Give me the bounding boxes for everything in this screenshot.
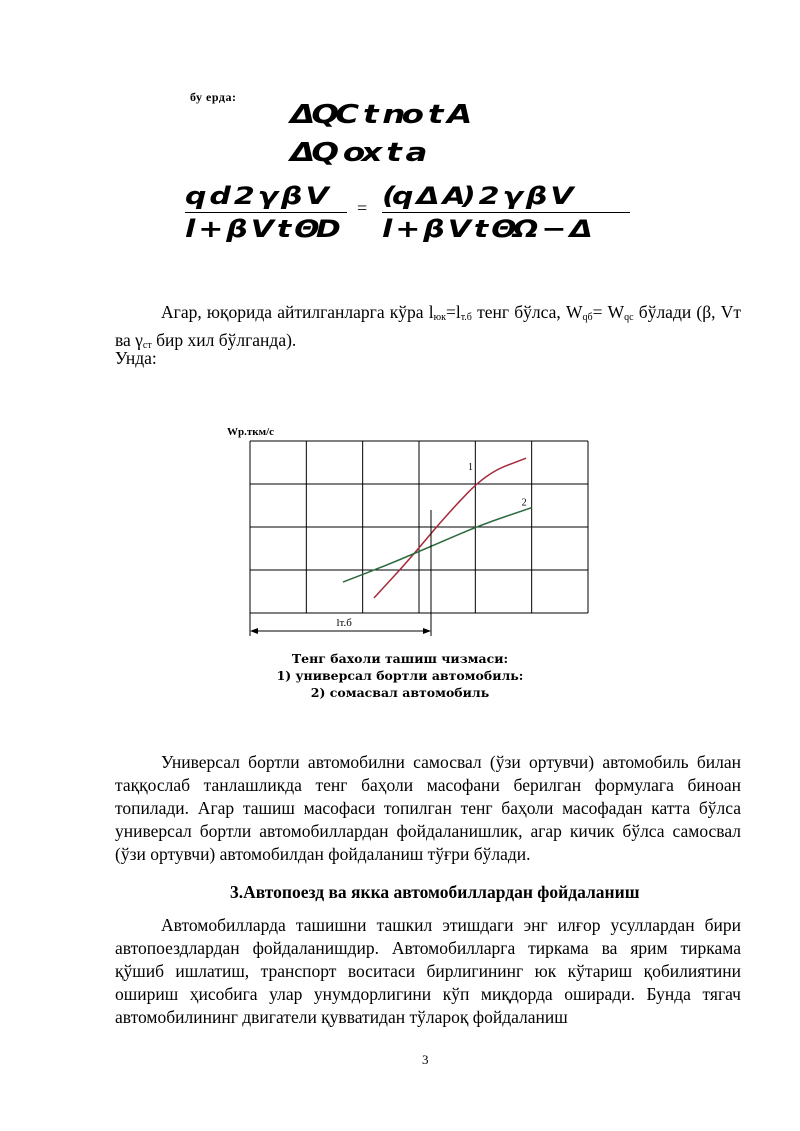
paragraph-road-trains: Автомобилларда ташишни ташкил этишдаги энг илғор усуллардан бири автопоездлардан фойдаланишдир. Автомобилларга тиркама ва ярим тиркама қўшиб ишлатиш, транспорт воситаси бирлигининг юк кўтариш қобилиятини ошириш ҳисобига улар унумдорлигини кўп миқдорда оширади. Бунда тягач автомобилининг двигатели қувватидан тўлароқ фойдаланиш [115,915,741,1027]
formula-left-denominator: l + β V t ΘD [185,215,338,243]
paragraph-comparison: Универсал бортли автомобилни самосвал (ўзи ортувчи) автомобиль билан таққослаб танлашликда тенг баҳоли масофани берилган формулага биноан топилади. Агар ташиш масофаси топилган тенг баҳоли масофадан катта бўлса универсал бортли автомобиллардан фойдаланишлик, агар кичик бўлса самосвал (ўзи ортувчи) автомобилдан фойдаланиш тўғри бўлади. [115,752,741,864]
para1-sub-5: ст [142,340,152,351]
formula-intro: бу ерда: [190,90,237,104]
formula-equals: = [357,198,368,218]
para1-text-2: =l [445,302,461,322]
page-number: 3 [422,1052,429,1067]
para1-sub-2: т.б [460,312,472,323]
arrow-left-icon [250,628,258,634]
caption-line-1: Тенг бахоли ташиш чизмаси: [291,651,509,666]
para1-text-5: бўлади (β, Vт ва γ [115,302,741,350]
fraction-bar-left [185,212,347,213]
caption-line-3: 2) сомасвал автомобиль [310,685,490,700]
fraction-bar-right [382,212,630,213]
chart-labels [227,426,274,438]
unda-label: Унда: [115,348,157,368]
para1-sub-1: юк [433,312,446,323]
series-line-1 [374,458,526,598]
para1-text-4: = W [592,302,625,322]
series-label-2: 2 [521,497,527,509]
chart-grid [250,441,588,613]
chart-series [343,458,532,598]
series-label-1: 1 [468,462,474,474]
lt-marker-label: lт.б [336,617,352,629]
formula-right-denominator: l + β V t ΘΩ − Δ [382,215,589,243]
y-axis-label: Wр.ткм/с [227,426,275,438]
formula-line-1: ΔQC t no t A [290,100,469,130]
para1-sub-4: qc [624,312,634,323]
caption-line-2: 1) универсал бортли автомобиль: [276,668,524,683]
para1-text-6: бир хил бўлганда). [151,330,297,350]
para1-text-1: Агар, юқорида айтилганларга кўра l [161,302,434,322]
chart-caption [240,650,560,701]
formula-right-numerator: (q Δ A) 2 γ β V [382,182,570,210]
arrow-right-icon [423,628,431,634]
series-line-2 [343,508,532,582]
formula-left-numerator: q d 2 γ β V [185,182,325,210]
section-heading: 3.Автопоезд ва якка автомобиллардан фойдаланиш [230,882,640,902]
paragraph-condition [115,301,741,357]
para1-sub-3: qб [582,312,593,323]
chart-marker [250,510,431,636]
formula-line-2: ΔQ ox t a [290,138,424,168]
para1-text-3: тенг бўлса, W [471,302,583,322]
